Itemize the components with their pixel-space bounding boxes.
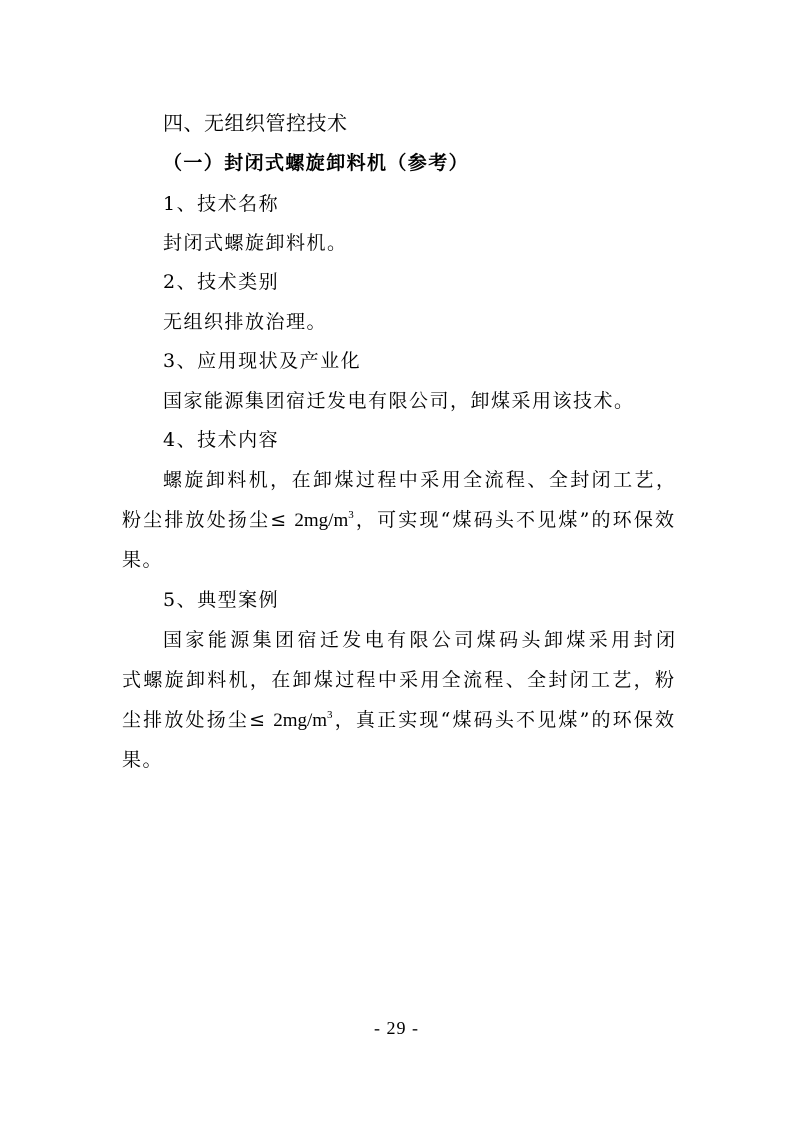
item-5-text-line-3-pre: 尘排放处扬尘≤ [122,709,274,731]
case-dust-limit-exponent: 3 [327,708,333,721]
dust-limit-value: 2mg/m [294,510,349,531]
item-4-text-line-2-post: ，可实现“煤码头不见煤”的环保效 [353,509,674,531]
item-1-heading: 1、技术名称 [163,193,280,215]
item-2-heading: 2、技术类别 [163,271,280,293]
item-5-text-line-2: 式螺旋卸料机，在卸煤过程中采用全流程、全封闭工艺，粉 [122,669,674,691]
item-4-text-line-2 [122,508,674,533]
item-5-text-line-1: 国家能源集团宿迁发电有限公司煤码头卸煤采用封闭 [163,629,675,651]
item-4-heading: 4、技术内容 [163,429,280,451]
item-4-text-line-3: 果。 [122,549,164,571]
item-5-text-line-4: 果。 [122,749,164,771]
item-5-heading: 5、典型案例 [163,589,280,611]
item-3-text: 国家能源集团宿迁发电有限公司，卸煤采用该技术。 [163,390,635,412]
section-subtitle: （一）封闭式螺旋卸料机（参考） [163,152,470,174]
item-4-text-line-2-pre: 粉尘排放处扬尘≤ [122,509,295,531]
item-4-text-line-1: 螺旋卸料机，在卸煤过程中采用全流程、全封闭工艺， [163,469,675,491]
item-5-text-line-3 [122,708,674,733]
item-2-text: 无组织排放治理。 [163,311,328,333]
section-title: 四、无组织管控技术 [163,111,348,135]
case-dust-limit-value: 2mg/m [273,710,328,731]
page-number: - 29 - [374,1018,419,1038]
dust-limit-exponent: 3 [348,508,354,521]
item-5-text-line-3-post: ，真正实现“煤码头不见煤”的环保效 [332,709,674,731]
item-1-text: 封闭式螺旋卸料机。 [163,232,348,254]
item-3-heading: 3、应用现状及产业化 [163,350,362,372]
